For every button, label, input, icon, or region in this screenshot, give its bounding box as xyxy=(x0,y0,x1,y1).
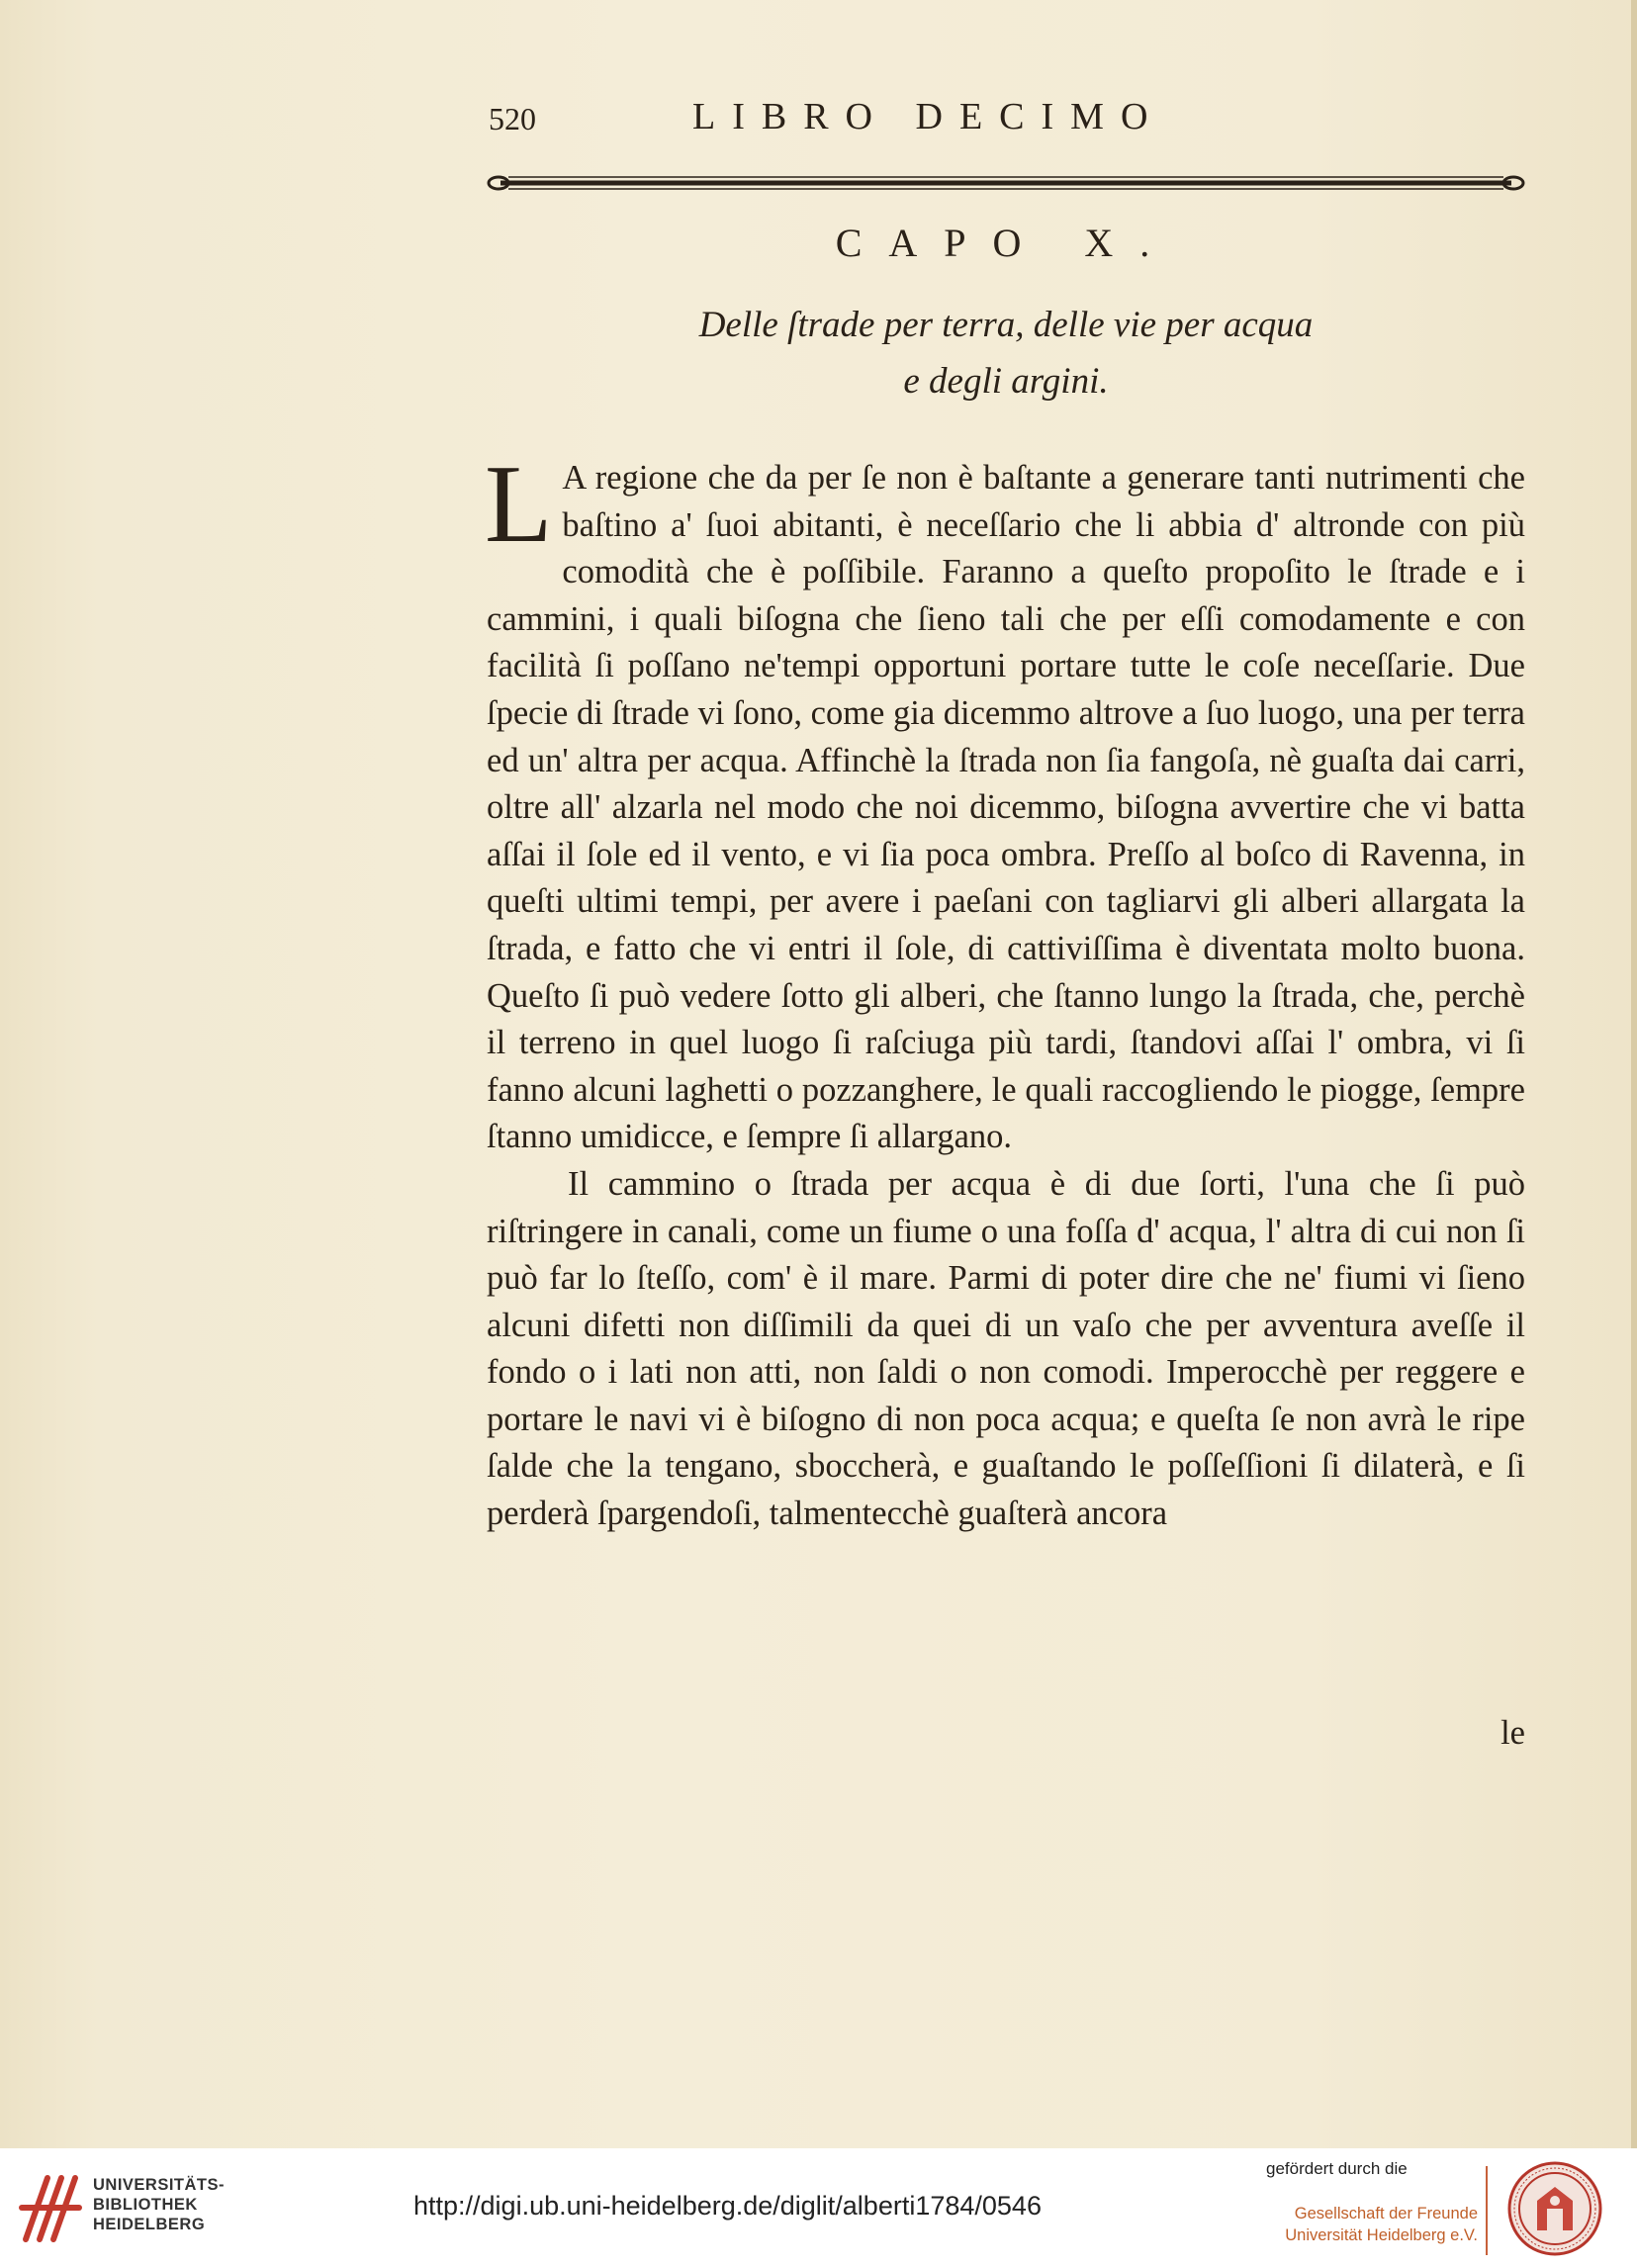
book-title: LIBRO DECIMO xyxy=(692,96,1165,137)
running-head xyxy=(487,91,1525,140)
sponsor-divider xyxy=(1486,2166,1488,2255)
page-edge xyxy=(1631,0,1637,2148)
footer-bar xyxy=(0,2148,1637,2268)
sponsor-label: gefördert durch die xyxy=(1266,2159,1408,2178)
paragraph-1-text: A regione che da per ſe non è baſtante a generare tanti nutrimenti che baſtino a' ſuoi abitanti, è neceſſario che li abbia d' altronde con più comodità che è poſſibile. Faranno a queſto propoſito le ſtrade e i cammini, i quali biſogna che ſieno tali che per eſſi comodamente e con facilità ſi poſſano ne'tempi opportuni portare tutte le coſe neceſſarie. Due ſpecie di ſtrade vi ſono, come gia dicemmo altrove a ſuo luogo, una per terra ed un' altra per acqua. Affinchè la ſtrada non ſia fangoſa, nè guaſta dai carri, oltre all' alzarla nel modo che noi dicemmo, biſogna avvertire che vi batta aſſai il ſole ed il vento, e vi ſia poca ombra. Preſſo al boſco di Ravenna, in queſti ultimi tempi, per avere i paeſani con tagliarvi gli alberi allargata la ſtrada, e fatto che vi entri il ſole, di cattiviſſima è diventata molto buona. Queſto ſi può vedere ſotto gli alberi, che ſtanno lungo la ſtrada, che, perchè il terreno in quel luogo ſi raſciuga più tardi, ſtandovi aſſai l' ombra, vi ſi fanno alcuni laghetti o pozzanghere, le quali raccogliendo le piogge, ſempre ſtanno umidicce, e ſempre ſi allargano. xyxy=(487,459,1525,1156)
chapter-subtitle xyxy=(487,297,1525,409)
page-number: 520 xyxy=(489,101,536,136)
paragraph-1 xyxy=(485,443,1525,1161)
library-logo-icon xyxy=(18,2168,87,2247)
subtitle-line-2: e degli argini. xyxy=(903,361,1109,402)
ornamental-rule xyxy=(487,168,1525,198)
library-name: UNIVERSITÄTS- BIBLIOTHEK HEIDELBERG xyxy=(93,2176,226,2233)
body-text xyxy=(485,443,1525,1538)
permalink-url[interactable]: http://digi.ub.uni-heidelberg.de/diglit/alberti1784/0546 xyxy=(413,2191,1042,2221)
chapter-title: CAPO X. xyxy=(835,221,1177,265)
drop-cap: L xyxy=(485,443,553,566)
subtitle-line-1: Delle ſtrade per terra, delle vie per acqua xyxy=(698,305,1314,345)
sponsor-name: Gesellschaft der Freunde Universität Heidelberg e.V. xyxy=(1285,2205,1478,2244)
university-seal-icon xyxy=(1507,2161,1602,2256)
catchword: le xyxy=(1501,1714,1525,1752)
paragraph-2: Il cammino o ſtrada per acqua è di due ſorti, l'una che ſi può riſtringere in canali, come un fiume o una foſſa d' acqua, l' altra di cui non ſi può far lo ſteſſo, com' è il mare. Parmi di poter dire che ne' fiumi vi ſieno alcuni difetti non diſſimili da quei di un vaſo che per avventura aveſſe il fondo o i lati non atti, non ſaldi o non comodi. Imperocchè per reggere e portare le navi vi è biſogno di non poca acqua; e queſta ſe non avrà le ripe ſalde che la tengano, sboccherà, e guaſtando le poſſeſſioni ſi dilaterà, e ſi perderà ſpargendoſi, talmentecchè guaſterà ancora xyxy=(487,1164,1525,1533)
